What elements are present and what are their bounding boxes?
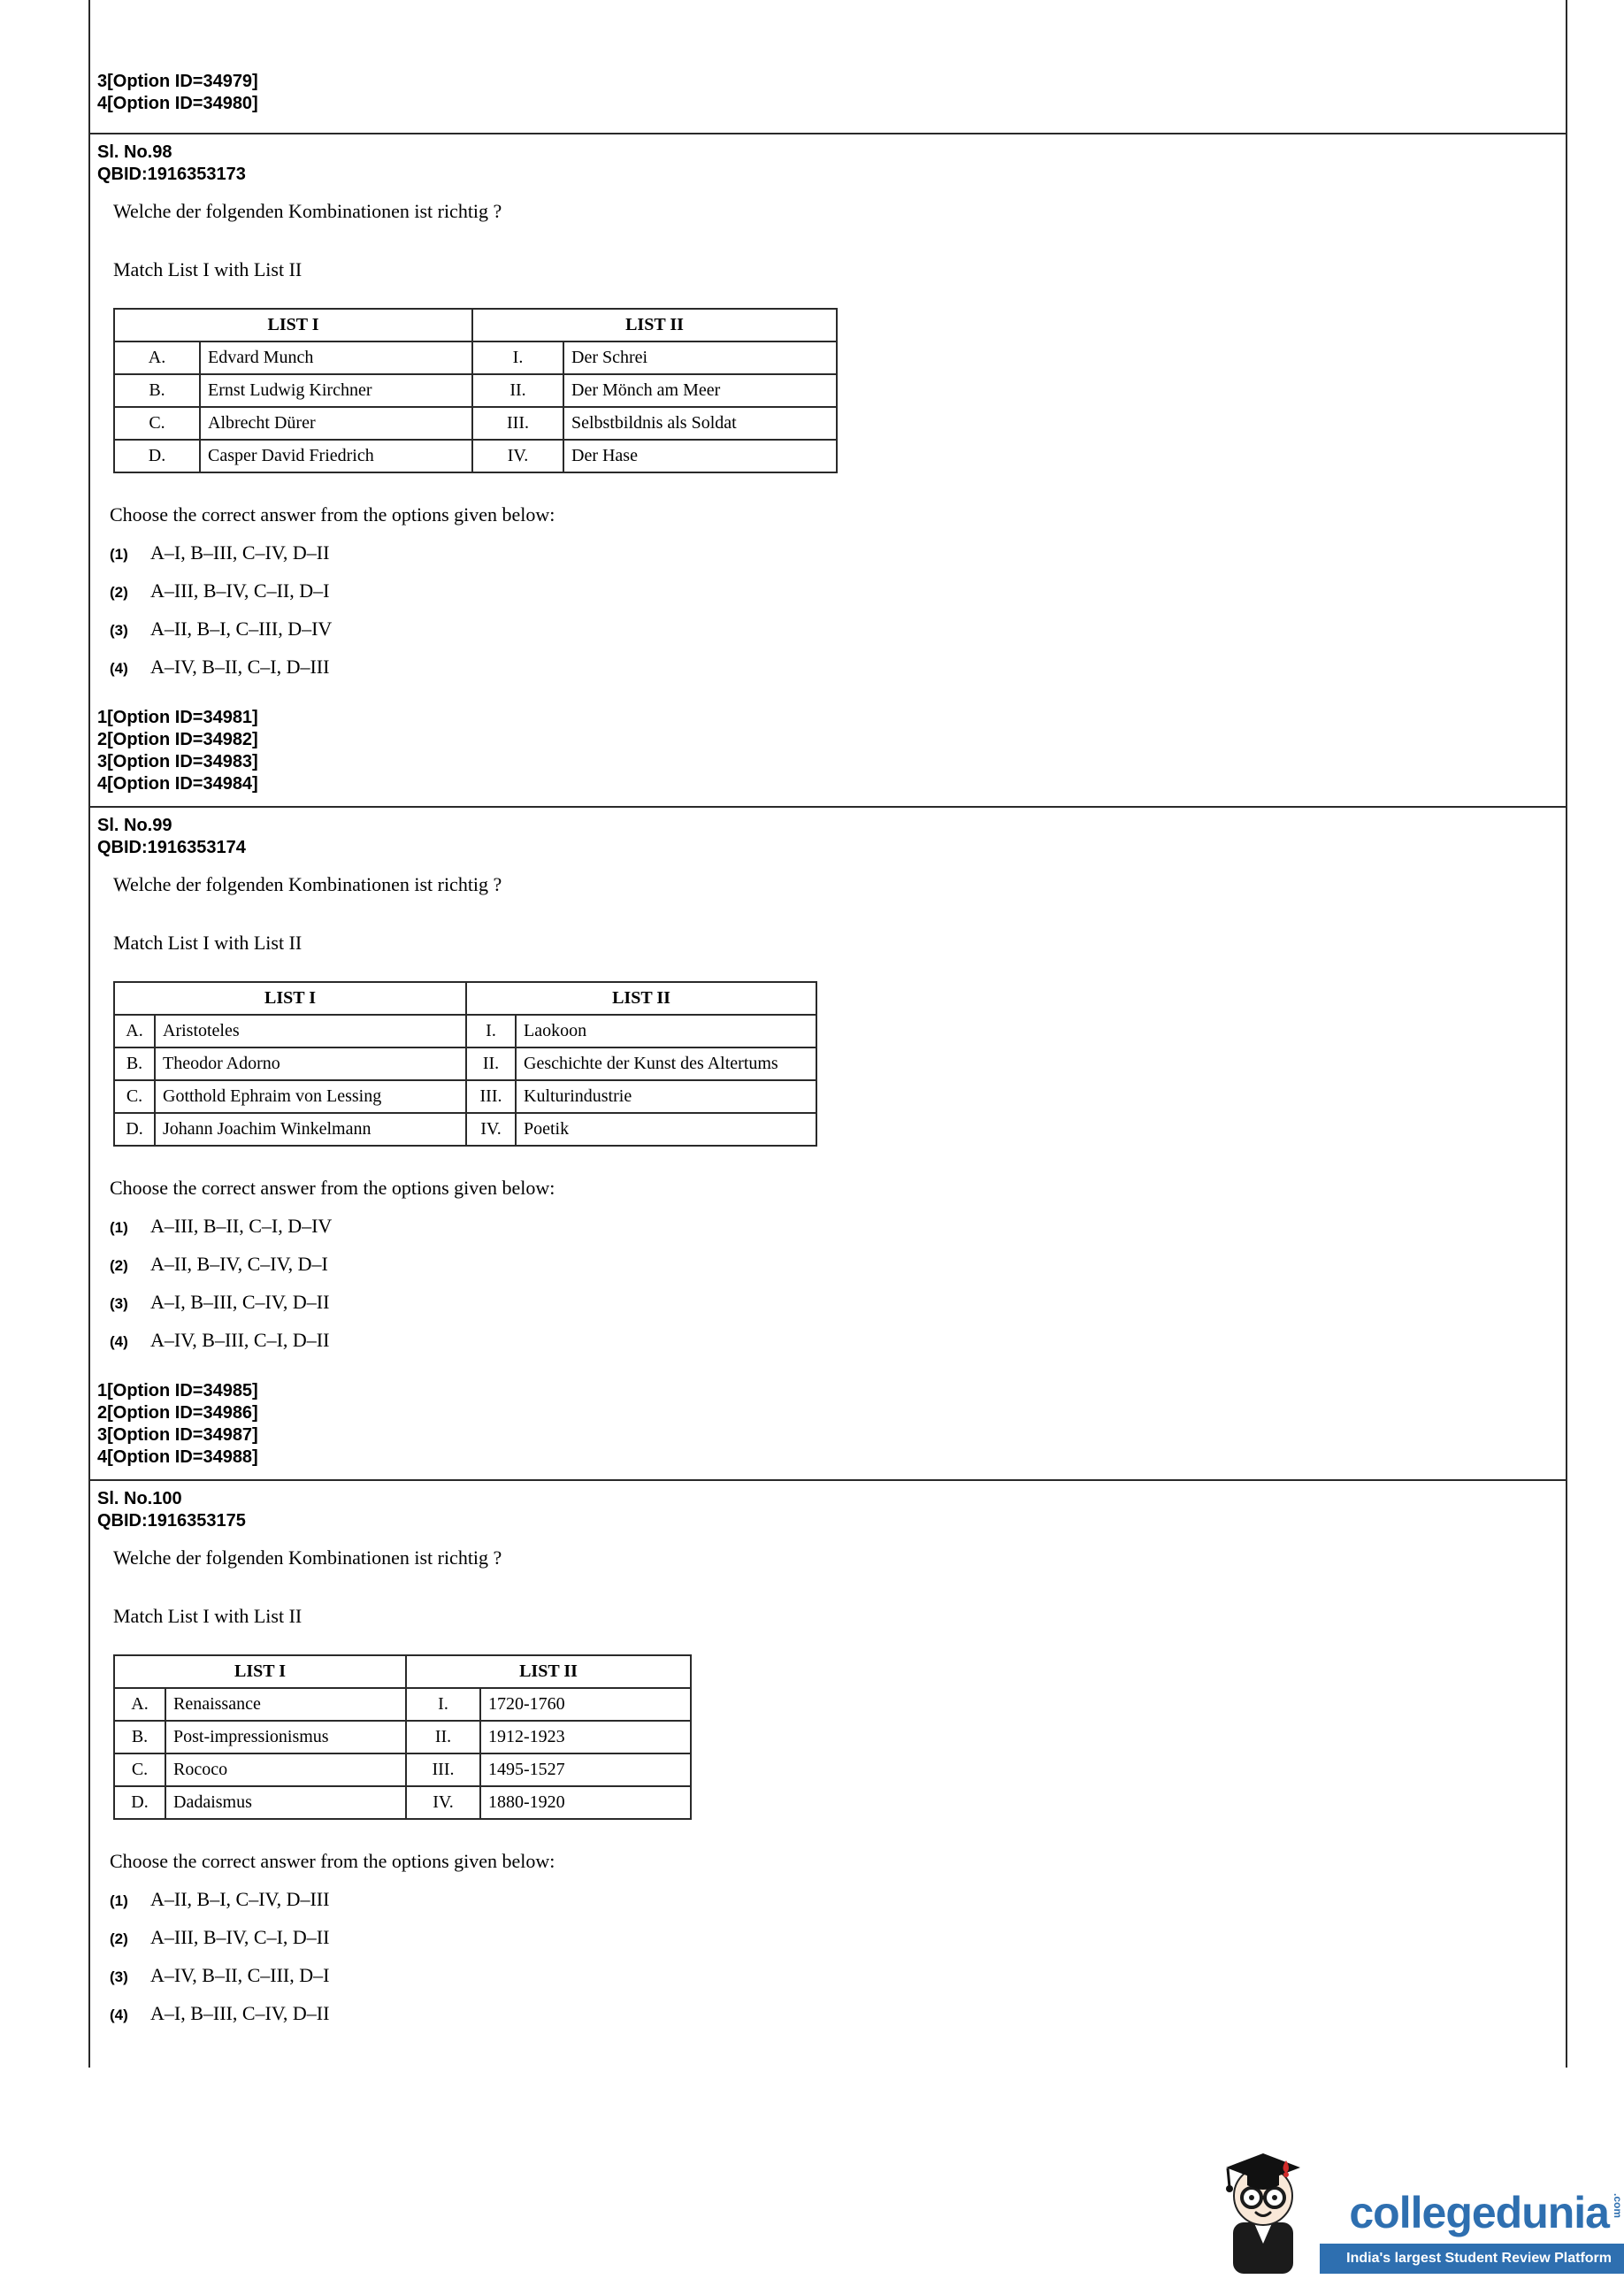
table-row (114, 440, 837, 472)
table-row (114, 1015, 816, 1047)
option-id-line: 4[Option ID=34984] (97, 774, 258, 794)
table-row (114, 341, 837, 374)
brand-name: collegedunia (1349, 2188, 1609, 2237)
list2-header: LIST II (466, 982, 816, 1015)
option-id-line: 2[Option ID=34986] (97, 1403, 258, 1423)
choose-instruction: Choose the correct answer from the options given below: (110, 1850, 555, 1872)
row-numeral: I. (472, 341, 563, 374)
row-value: Der Schrei (563, 341, 837, 374)
table-row (114, 1688, 691, 1721)
option-marker: (3) (110, 1295, 128, 1312)
qbid: QBID:1916353173 (97, 165, 246, 184)
table-header-row (114, 309, 837, 341)
graduate-mascot-icon (1214, 2123, 1313, 2274)
row-value: Laokoon (516, 1015, 816, 1047)
row-numeral: IV. (472, 440, 563, 472)
option-id-line: 3[Option ID=34983] (97, 752, 258, 771)
question-text: Welche der folgenden Kombinationen ist richtig ? (113, 873, 502, 895)
answer-option-4 (110, 2002, 1566, 2025)
question-text: Welche der folgenden Kombinationen ist richtig ? (113, 200, 502, 222)
row-value: Der Mönch am Meer (563, 374, 837, 407)
row-letter: A. (114, 1015, 155, 1047)
match-heading: Match List I with List II (113, 258, 303, 280)
list1-header: LIST I (114, 1655, 406, 1688)
question-text: Welche der folgenden Kombinationen ist richtig ? (113, 1546, 502, 1569)
option-marker: (1) (110, 546, 128, 563)
option-text: A–IV, B–II, C–III, D–I (150, 1964, 330, 1986)
list2-header: LIST II (472, 309, 837, 341)
option-text: A–I, B–III, C–IV, D–II (150, 2002, 330, 2024)
table-row (114, 1753, 691, 1786)
sl-no: Sl. No.98 (97, 142, 172, 162)
question-block-98 (90, 133, 1566, 806)
tagline-text: India's largest Student Review Platform (1346, 2251, 1612, 2266)
row-item: Aristoteles (155, 1015, 466, 1047)
answer-option-3 (110, 1291, 1566, 1314)
answer-option-3 (110, 1964, 1566, 1987)
option-marker: (1) (110, 1892, 128, 1909)
match-table (113, 981, 817, 1147)
carryover-option-ids (90, 0, 1566, 133)
row-numeral: II. (406, 1721, 480, 1753)
list1-header: LIST I (114, 309, 472, 341)
row-letter: B. (114, 374, 200, 407)
tagline-bar (1320, 2244, 1624, 2274)
row-letter: D. (114, 1113, 155, 1146)
row-item: Casper David Friedrich (200, 440, 472, 472)
row-numeral: III. (472, 407, 563, 440)
row-numeral: III. (466, 1080, 516, 1113)
row-numeral: I. (406, 1688, 480, 1721)
match-heading: Match List I with List II (113, 932, 303, 954)
row-value: Poetik (516, 1113, 816, 1146)
brand-suffix: .com (1612, 2193, 1624, 2219)
row-item: Ernst Ludwig Kirchner (200, 374, 472, 407)
option-marker: (2) (110, 1930, 128, 1947)
option-text: A–IV, B–III, C–I, D–II (150, 1329, 330, 1351)
row-item: Gotthold Ephraim von Lessing (155, 1080, 466, 1113)
option-id-line: 4[Option ID=34988] (97, 1447, 258, 1467)
answer-option-2 (110, 1253, 1566, 1276)
option-id-list (97, 1380, 1566, 1469)
row-value: 1912-1923 (480, 1721, 691, 1753)
brand-column (1320, 2188, 1624, 2274)
table-row (114, 1047, 816, 1080)
match-table (113, 308, 838, 473)
row-value: Kulturindustrie (516, 1080, 816, 1113)
table-header-row (114, 1655, 691, 1688)
row-numeral: II. (472, 374, 563, 407)
option-text: A–I, B–III, C–IV, D–II (150, 541, 330, 564)
choose-instruction: Choose the correct answer from the options given below: (110, 1177, 555, 1199)
option-text: A–IV, B–II, C–I, D–III (150, 656, 330, 678)
row-value: Der Hase (563, 440, 837, 472)
table-row (114, 407, 837, 440)
row-item: Dadaismus (165, 1786, 406, 1819)
option-text: A–III, B–IV, C–II, D–I (150, 579, 330, 602)
list2-header: LIST II (406, 1655, 691, 1688)
answer-option-4 (110, 656, 1566, 679)
option-id-line: 1[Option ID=34981] (97, 708, 258, 727)
option-marker: (3) (110, 1968, 128, 1985)
answer-option-1 (110, 1215, 1566, 1238)
sl-no: Sl. No.100 (97, 1489, 182, 1508)
answer-option-4 (110, 1329, 1566, 1352)
row-value: 1880-1920 (480, 1786, 691, 1819)
option-marker: (3) (110, 622, 128, 639)
row-value: 1720-1760 (480, 1688, 691, 1721)
row-numeral: III. (406, 1753, 480, 1786)
row-numeral: II. (466, 1047, 516, 1080)
match-table (113, 1654, 692, 1820)
row-letter: A. (114, 341, 200, 374)
option-id-line: 3[Option ID=34987] (97, 1425, 258, 1445)
row-numeral: IV. (406, 1786, 480, 1819)
row-letter: A. (114, 1688, 165, 1721)
list1-header: LIST I (114, 982, 466, 1015)
match-heading: Match List I with List II (113, 1605, 303, 1627)
option-marker: (4) (110, 1333, 128, 1350)
row-letter: D. (114, 440, 200, 472)
answer-option-3 (110, 618, 1566, 641)
row-item: Johann Joachim Winkelmann (155, 1113, 466, 1146)
question-sheet (88, 0, 1567, 2068)
option-id-line: 3[Option ID=34979] (97, 72, 258, 91)
row-item: Rococo (165, 1753, 406, 1786)
option-text: A–III, B–IV, C–I, D–II (150, 1926, 330, 1948)
option-text: A–II, B–I, C–IV, D–III (150, 1888, 330, 1910)
option-id-line: 4[Option ID=34980] (97, 94, 258, 113)
row-item: Theodor Adorno (155, 1047, 466, 1080)
option-id-line: 1[Option ID=34985] (97, 1381, 258, 1400)
question-block-99 (90, 806, 1566, 1479)
row-letter: C. (114, 407, 200, 440)
table-row (114, 1721, 691, 1753)
row-item: Edvard Munch (200, 341, 472, 374)
row-value: 1495-1527 (480, 1753, 691, 1786)
row-item: Post-impressionismus (165, 1721, 406, 1753)
row-numeral: IV. (466, 1113, 516, 1146)
table-row (114, 1113, 816, 1146)
option-marker: (2) (110, 1257, 128, 1274)
answer-option-1 (110, 1888, 1566, 1911)
row-letter: C. (114, 1753, 165, 1786)
choose-instruction: Choose the correct answer from the options given below: (110, 503, 555, 526)
option-id-line: 2[Option ID=34982] (97, 730, 258, 749)
table-row (114, 1080, 816, 1113)
option-marker: (2) (110, 584, 128, 601)
option-marker: (4) (110, 660, 128, 677)
row-item: Renaissance (165, 1688, 406, 1721)
row-letter: D. (114, 1786, 165, 1819)
option-text: A–III, B–II, C–I, D–IV (150, 1215, 333, 1237)
question-block-100 (90, 1479, 1566, 2066)
answer-option-1 (110, 541, 1566, 564)
option-text: A–II, B–IV, C–IV, D–I (150, 1253, 328, 1275)
table-row (114, 1786, 691, 1819)
row-value: Selbstbildnis als Soldat (563, 407, 837, 440)
row-letter: B. (114, 1047, 155, 1080)
sl-no: Sl. No.99 (97, 816, 172, 835)
answer-option-2 (110, 1926, 1566, 1949)
option-marker: (4) (110, 2007, 128, 2023)
table-header-row (114, 982, 816, 1015)
answer-option-2 (110, 579, 1566, 602)
option-text: A–II, B–I, C–III, D–IV (150, 618, 333, 640)
qbid: QBID:1916353175 (97, 1511, 246, 1531)
row-letter: C. (114, 1080, 155, 1113)
row-letter: B. (114, 1721, 165, 1753)
brand-row (1349, 2188, 1624, 2237)
option-id-list (97, 707, 1566, 795)
option-marker: (1) (110, 1219, 128, 1236)
collegedunia-footer (1214, 2123, 1624, 2274)
row-numeral: I. (466, 1015, 516, 1047)
row-value: Geschichte der Kunst des Altertums (516, 1047, 816, 1080)
row-item: Albrecht Dürer (200, 407, 472, 440)
qbid: QBID:1916353174 (97, 838, 246, 857)
table-row (114, 374, 837, 407)
option-text: A–I, B–III, C–IV, D–II (150, 1291, 330, 1313)
